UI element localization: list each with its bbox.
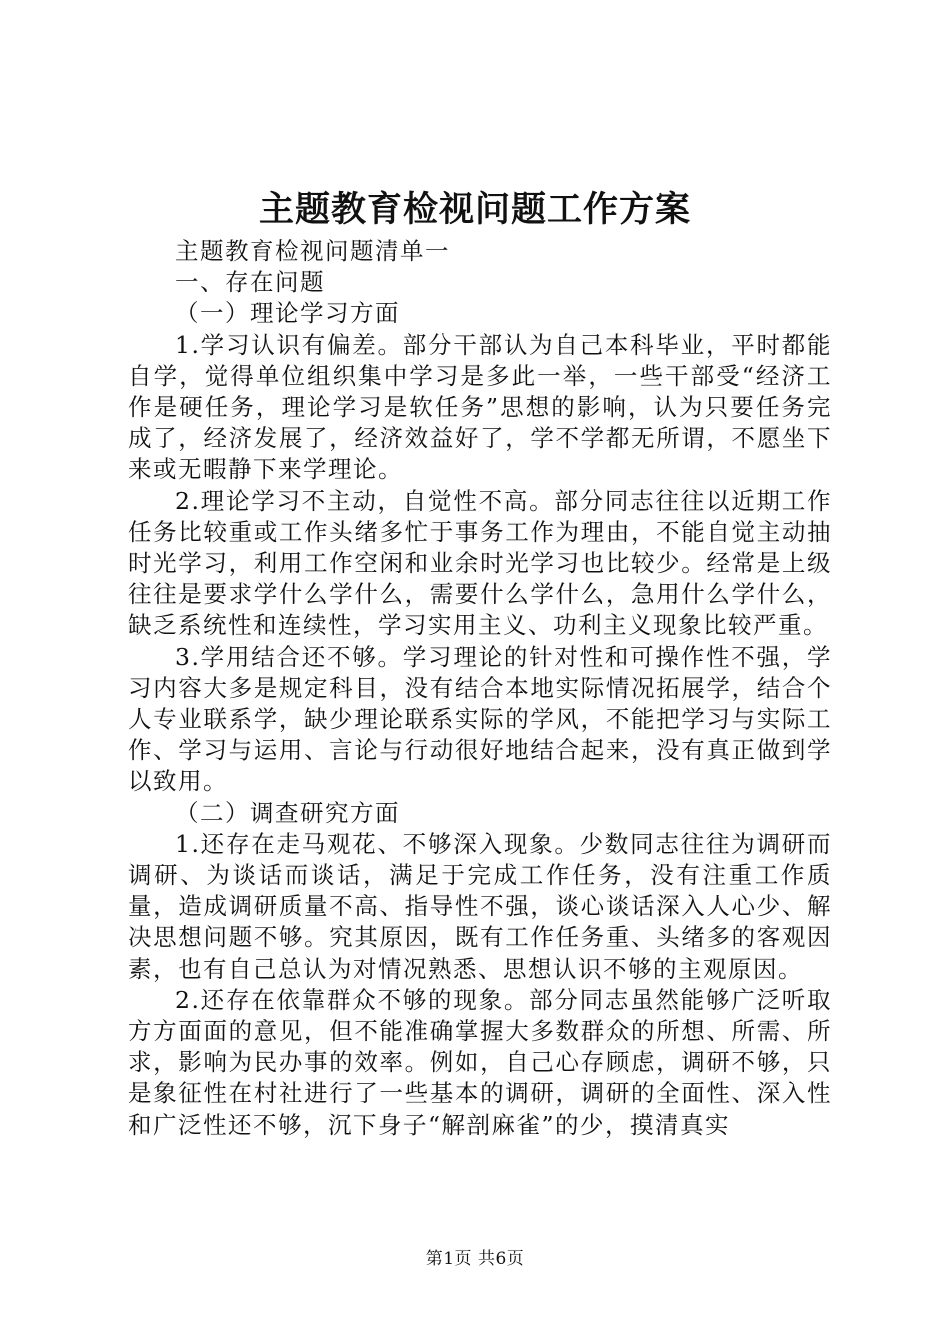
document-title: 主题教育检视问题工作方案 (258, 189, 691, 230)
body-paragraph: 2.理论学习不主动，自觉性不高。部分同志往往以近期工作任务比较重或工作头绪多忙于事务工作为理由，不能自觉主动抽时光学习，利用工作空闲和业余时光学习也比较少。经常是上级往往是要求学什么学什么，需要什么学什么，急用什么学什么，缺乏系统性和连续性，学习实用主义、功利主义现象比较严重。 (128, 486, 832, 640)
subsection-heading: （二）调查研究方面 (175, 798, 400, 827)
subsection-heading: （一）理论学习方面 (175, 299, 400, 328)
section-heading: 主题教育检视问题清单一 (175, 237, 450, 265)
body-paragraph: 3.学用结合还不够。学习理论的针对性和可操作性不强，学习内容大多是规定科目，没有结合本地实际情况拓展学，结合个人专业联系学，缺少理论联系实际的学风，不能把学习与实际工作、学习与运用、言论与行动很好地结合起来，没有真正做到学以致用。 (128, 642, 832, 796)
document-body (128, 236, 832, 1141)
body-paragraph: 1.学习认识有偏差。部分干部认为自己本科毕业，平时都能自学，觉得单位组织集中学习是多此一举，一些干部受“经济工作是硬任务，理论学习是软任务”思想的影响，认为只要任务完成了，经济发展了，经济效益好了，学不学都无所谓，不愿坐下来或无暇静下来学理论。 (128, 330, 832, 484)
page-footer: 第1页 共6页 (425, 1249, 525, 1269)
body-paragraph: 2.还存在依靠群众不够的现象。部分同志虽然能够广泛听取方方面面的意见，但不能准确掌握大多数群众的所想、所需、所求，影响为民办事的效率。例如，自己心存顾虑，调研不够，只是象征性在村社进行了一些基本的调研，调研的全面性、深入性和广泛性还不够，沉下身子“解剖麻雀”的少，摸清真实 (128, 985, 832, 1139)
body-paragraph: 1.还存在走马观花、不够深入现象。少数同志往往为调研而调研、为谈话而谈话，满足于完成工作任务，没有注重工作质量，造成调研质量不高、指导性不强，谈心谈话深入人心少、解决思想问题不够。究其原因，既有工作任务重、头绪多的客观因素，也有自己总认为对情况熟悉、思想认识不够的主观原因。 (128, 829, 832, 983)
section-heading: 一、存在问题 (175, 268, 325, 297)
